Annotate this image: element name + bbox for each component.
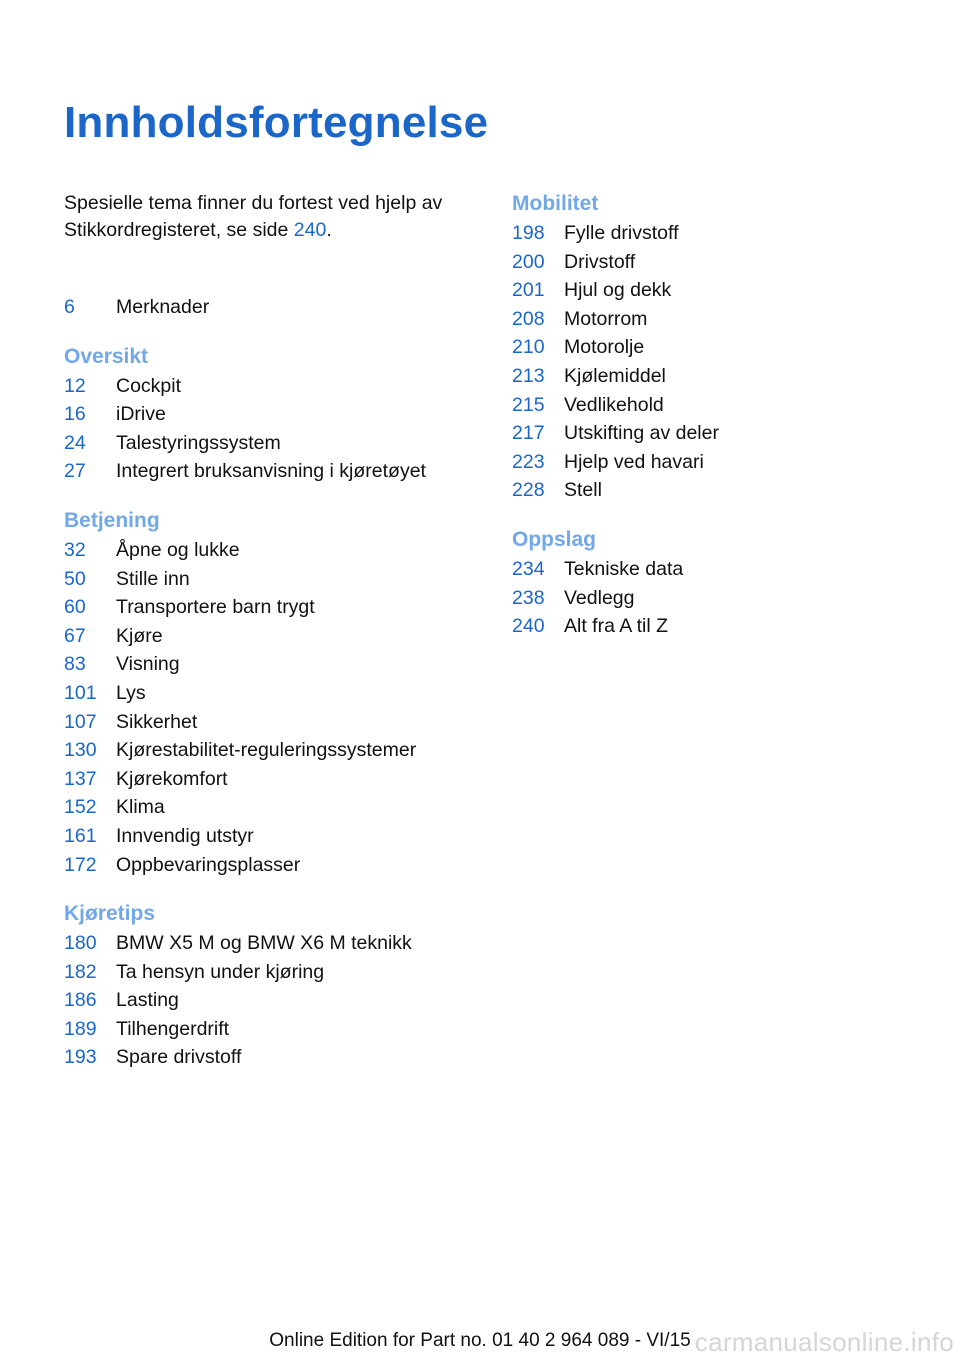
toc-entry[interactable] [512, 584, 932, 613]
section-heading: Betjening [64, 508, 160, 532]
toc-entry[interactable] [64, 793, 484, 822]
toc-entry[interactable] [64, 929, 484, 958]
page-title: Innholdsfortegnelse [64, 98, 489, 147]
toc-entry[interactable] [64, 593, 484, 622]
toc-entry-label: Fylle drivstoff [564, 222, 679, 244]
toc-entry[interactable] [64, 293, 484, 322]
toc-entry[interactable] [64, 565, 484, 594]
toc-entry-label: Motorolje [564, 336, 645, 359]
toc-entry[interactable] [512, 333, 932, 362]
toc-page-number: 228 [512, 479, 545, 502]
toc-page-number: 189 [64, 1017, 97, 1040]
toc-page-number: 16 [64, 403, 86, 426]
toc-page-number: 12 [64, 374, 86, 397]
toc-entry-label: Kjørestabilitet-reguleringssystemer [116, 739, 417, 762]
toc-entry[interactable] [512, 248, 932, 277]
toc-section-betjening [64, 506, 484, 879]
toc-entry[interactable] [512, 362, 932, 391]
toc-page-number: 193 [64, 1046, 97, 1069]
toc-entry[interactable] [64, 1015, 484, 1044]
toc-entry-label: Integrert bruksanvisning i kjøretøyet [116, 460, 426, 483]
toc-entry-label: Innvendig utstyr [116, 824, 254, 847]
toc-entry[interactable] [512, 391, 932, 420]
toc-page-number: 208 [512, 307, 545, 330]
toc-entry-label: Motorrom [564, 307, 648, 330]
toc-entry-label: iDrive [116, 403, 166, 426]
toc-entry[interactable] [512, 305, 932, 334]
toc-entry[interactable] [64, 536, 484, 565]
toc-entry-label: Transportere barn trygt [116, 596, 315, 619]
toc-entry[interactable] [512, 476, 932, 505]
toc-page-number: 152 [64, 796, 97, 819]
toc-entry[interactable] [64, 372, 484, 401]
toc-page-number: 186 [64, 989, 97, 1012]
toc-page-number: 83 [64, 653, 86, 676]
toc-entry[interactable] [64, 958, 484, 987]
toc-page-number: 215 [512, 393, 545, 416]
toc-entry[interactable] [64, 650, 484, 679]
toc-entry[interactable] [64, 851, 484, 880]
toc-page-number: 161 [64, 824, 97, 847]
toc-entry-label: Talestyringssystem [116, 431, 281, 454]
toc-entry[interactable] [64, 708, 484, 737]
toc-entry-label: Sikkerhet [116, 710, 198, 733]
toc-entry-label: Åpne og lukke [116, 538, 240, 561]
toc-entry-label: Kjørekomfort [116, 767, 228, 790]
toc-entry-label: Klima [116, 796, 165, 819]
toc-entry-label: Hjelp ved havari [564, 450, 704, 473]
toc-page-number: 223 [512, 450, 545, 473]
toc-entry-label: BMW X5 M og BMW X6 M teknikk [116, 932, 412, 955]
toc-page-number: 182 [64, 960, 97, 983]
toc-page-number: 50 [64, 567, 86, 590]
toc-page-number: 60 [64, 596, 86, 619]
toc-section-oversikt [64, 342, 484, 486]
toc-page-number: 217 [512, 422, 545, 445]
toc-entry-label: Spare drivstoff [116, 1046, 242, 1069]
toc-page-number: 32 [64, 538, 86, 561]
toc-entry-label: Hjul og dekk [564, 279, 672, 302]
index-page-link[interactable]: 240 [293, 219, 327, 241]
toc-entry-label: Stell [564, 479, 602, 502]
toc-entry[interactable] [512, 555, 932, 584]
footer-edition-text: Online Edition for Part no. 01 40 2 964 089 - VI/15 [269, 1330, 691, 1351]
toc-page-number: 101 [64, 681, 97, 704]
toc-entry-label: Kjøre [116, 624, 163, 647]
toc-page-number: 27 [64, 460, 86, 483]
toc-entry[interactable] [64, 1043, 484, 1072]
toc-page-number: 6 [64, 296, 75, 318]
toc-page-number: 210 [512, 336, 545, 359]
toc-entry[interactable] [64, 679, 484, 708]
toc-left-column [64, 293, 484, 1072]
toc-page-number: 200 [512, 250, 545, 273]
toc-page-number: 172 [64, 853, 97, 876]
site-watermark: carmanualsonline.info [694, 1327, 954, 1357]
toc-page-number: 24 [64, 431, 86, 454]
toc-entry-label: Visning [116, 653, 180, 676]
toc-page-number: 107 [64, 710, 97, 733]
toc-right-column [512, 189, 932, 641]
toc-entry[interactable] [64, 986, 484, 1015]
toc-entry-label: Merknader [116, 296, 210, 318]
toc-entry-label: Lasting [116, 989, 179, 1012]
toc-page-number: 240 [512, 615, 545, 638]
toc-entry-label: Cockpit [116, 374, 182, 397]
toc-page-number: 130 [64, 739, 97, 762]
toc-entry[interactable] [64, 622, 484, 651]
toc-page-number: 180 [64, 932, 97, 955]
toc-entry-label: Vedlikehold [564, 393, 664, 416]
toc-entry-label: Tilhengerdrift [116, 1017, 230, 1040]
intro-paragraph [64, 190, 484, 244]
toc-entry-label: Utskifting av deler [564, 422, 719, 445]
toc-entry[interactable] [64, 765, 484, 794]
toc-entry-label: Stille inn [116, 567, 190, 590]
toc-entry-label: Lys [116, 681, 146, 704]
toc-entry[interactable] [512, 276, 932, 305]
section-heading: Oversikt [64, 344, 149, 368]
toc-page-number: 238 [512, 586, 545, 609]
toc-section-kjoretips [64, 899, 484, 1072]
toc-entry-label: Alt fra A til Z [564, 615, 669, 638]
toc-entry-label: Vedlegg [564, 586, 635, 609]
toc-entry[interactable] [64, 400, 484, 429]
toc-page-number: 137 [64, 767, 97, 790]
intro-text: Spesielle tema finner du fortest ved hjelp av Stikkordregisteret, se side [64, 192, 443, 241]
toc-page-number: 234 [512, 557, 545, 580]
toc-entry-label: Ta hensyn under kjøring [116, 960, 325, 983]
toc-entry[interactable] [512, 219, 932, 248]
toc-section-oppslag [512, 525, 932, 641]
toc-section-mobilitet [512, 189, 932, 505]
toc-entry[interactable] [512, 448, 932, 477]
section-heading: Mobilitet [512, 192, 599, 215]
toc-page-number: 67 [64, 624, 86, 647]
toc-page-number: 198 [512, 222, 545, 244]
toc-entry[interactable] [512, 612, 932, 641]
toc-entry[interactable] [64, 429, 484, 458]
toc-entry[interactable] [512, 419, 932, 448]
section-heading: Oppslag [512, 527, 597, 551]
toc-entry-label: Tekniske data [564, 557, 684, 580]
section-heading: Kjøretips [64, 902, 156, 926]
toc-entry[interactable] [64, 736, 484, 765]
toc-page-number: 213 [512, 364, 545, 387]
toc-page-number: 201 [512, 279, 545, 302]
toc-entry-label: Oppbevaringsplasser [116, 853, 301, 876]
toc-entry[interactable] [64, 457, 484, 486]
intro-text-end: . [326, 219, 332, 241]
toc-entry[interactable] [64, 822, 484, 851]
toc-entry-label: Kjølemiddel [564, 364, 666, 387]
toc-entry-label: Drivstoff [564, 250, 636, 273]
toc-section-ungrouped [64, 293, 484, 322]
